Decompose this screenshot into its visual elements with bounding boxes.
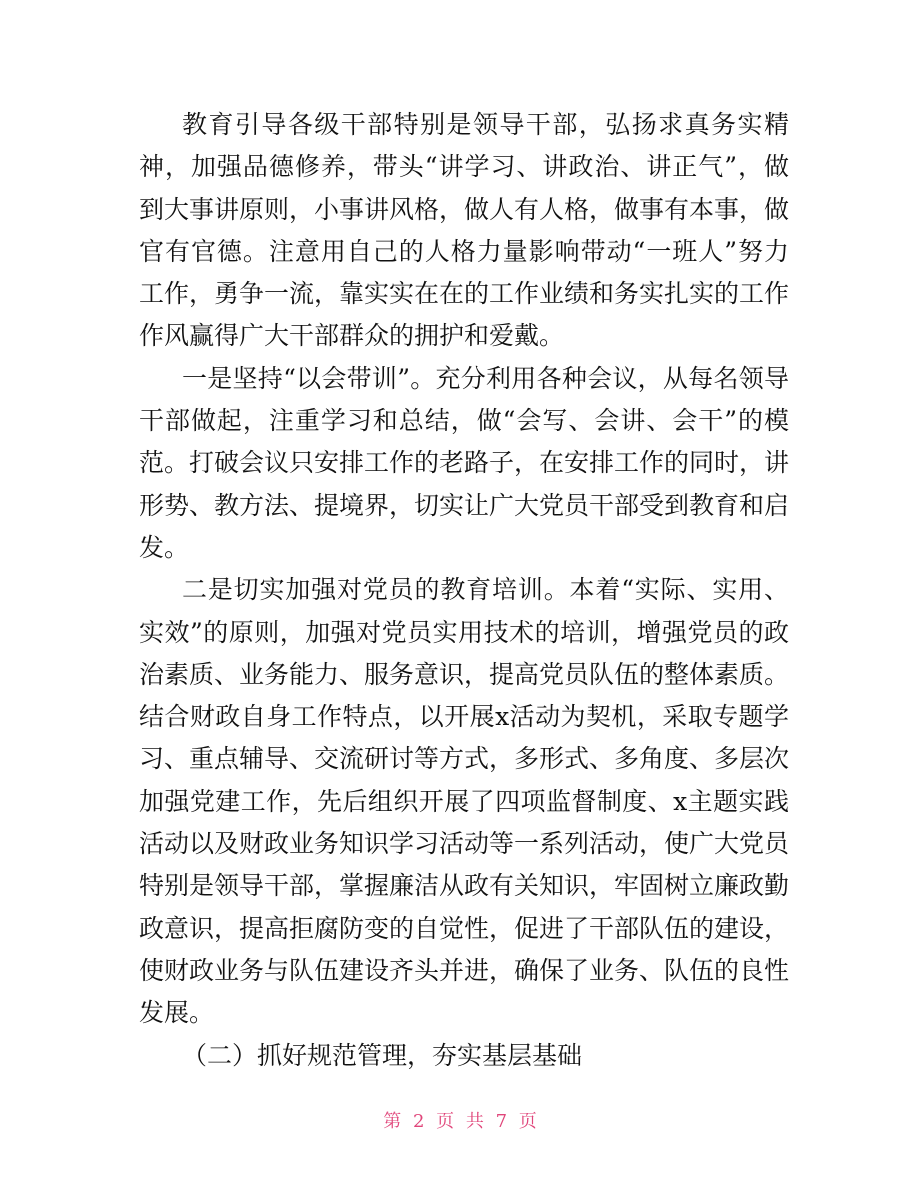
footer-page-word: 页: [436, 1111, 455, 1132]
section-subheading: （二）抓好规范管理，夯实基层基础: [182, 1040, 583, 1070]
document-body: [139, 104, 789, 1077]
footer-total-prefix: 共: [465, 1111, 484, 1132]
footer-current-page: 2: [412, 1111, 425, 1132]
footer-prefix: 第: [383, 1111, 402, 1132]
page-footer: [0, 1110, 920, 1134]
paragraph-point-two: 二是切实加强对党员的教育培训。本着“实际、实用、实效”的原则，加强对党员实用技术的培训，增强党员的政治素质、业务能力、服务意识，提高党员队伍的整体素质。结合财政自身工作特点，以开展x活动为契机，采取专题学习、重点辅导、交流研讨等方式，多形式、多角度、多层次加强党建工作，先后组织开展了四项监督制度、x主题实践活动以及财政业务知识学习活动等一系列活动，使广大党员特别是领导干部，掌握廉洁从政有关知识，牢固树立廉政勤政意识，提高拒腐防变的自觉性，促进了干部队伍的建设，使财政业务与队伍建设齐头并进，确保了业务、队伍的良性发展。: [139, 575, 790, 1028]
paragraph-point-one: 一是坚持“以会带训”。充分利用各种会议，从每名领导干部做起，注重学习和总结，做“会写、会讲、会干”的模范。打破会议只安排工作的老路子，在安排工作的同时，讲形势、教方法、提境界，切实让广大党员干部受到教育和启发。: [139, 363, 790, 562]
footer-page-word-2: 页: [518, 1111, 537, 1132]
paragraph-intro: 教育引导各级干部特别是领导干部，弘扬求真务实精神，加强品德修养，带头“讲学习、讲政治、讲正气”，做到大事讲原则，小事讲风格，做人有人格，做事有本事，做官有官德。注意用自己的人格力量影响带动“一班人”努力工作，勇争一流，靠实实在在的工作业绩和务实扎实的工作作风赢得广大干部群众的拥护和爱戴。: [139, 110, 790, 351]
footer-total-pages: 7: [495, 1111, 508, 1132]
